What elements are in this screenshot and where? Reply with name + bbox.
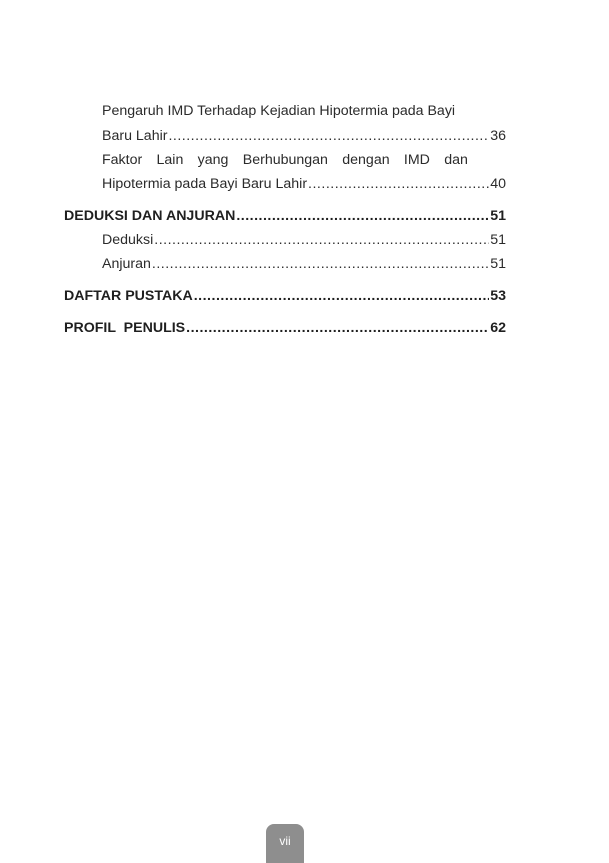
- word: IMD: [403, 152, 430, 168]
- page-number-tab: [266, 824, 304, 863]
- toc-entry-label: Anjuran: [102, 256, 151, 272]
- toc-chapter-label: DAFTAR PUSTAKA: [64, 288, 193, 304]
- dot-leader: [168, 127, 489, 145]
- word: yang: [197, 152, 229, 168]
- word: Lain: [156, 152, 184, 168]
- toc-page-number: 62: [490, 320, 506, 336]
- toc-chapter-daftar-pustaka[interactable]: [64, 287, 506, 305]
- dot-leader: [194, 287, 489, 305]
- dot-leader: [236, 207, 489, 225]
- toc-page-number: 36: [490, 128, 506, 144]
- word: dan: [444, 152, 468, 168]
- toc-entry-faktor[interactable]: [102, 175, 506, 193]
- toc-chapter-label: PROFIL PENULIS: [64, 320, 186, 336]
- toc-entry-faktor-line1: [102, 151, 468, 169]
- toc-entry-label: Hipotermia pada Bayi Baru Lahir: [102, 176, 308, 192]
- dot-leader: [152, 255, 489, 273]
- toc-chapter-profil-penulis[interactable]: [64, 319, 506, 337]
- toc-entry-label: Deduksi: [102, 232, 154, 248]
- toc-page-number: 40: [490, 176, 506, 192]
- toc-page-number: 51: [490, 256, 506, 272]
- dot-leader: [308, 175, 489, 193]
- word: Faktor: [102, 152, 143, 168]
- toc-chapter-deduksi-dan-anjuran[interactable]: [64, 207, 506, 225]
- dot-leader: [186, 319, 489, 337]
- toc-page-number: 53: [490, 288, 506, 304]
- toc-entry-label: Baru Lahir: [102, 128, 168, 144]
- toc-page-number: 51: [490, 232, 506, 248]
- toc-entry-deduksi[interactable]: [102, 231, 506, 249]
- toc-entry-anjuran[interactable]: [102, 255, 506, 273]
- toc-page-number: 51: [490, 208, 506, 224]
- toc-entry-pengaruh-line1: Pengaruh IMD Terhadap Kejadian Hipotermia pada Bayi: [102, 103, 456, 119]
- word: Berhubungan: [242, 152, 328, 168]
- toc-chapter-label: DEDUKSI DAN ANJURAN: [64, 208, 236, 224]
- page-number-label: vii: [279, 834, 291, 848]
- toc-entry-pengaruh[interactable]: [102, 127, 506, 145]
- dot-leader: [154, 231, 489, 249]
- word: dengan: [342, 152, 390, 168]
